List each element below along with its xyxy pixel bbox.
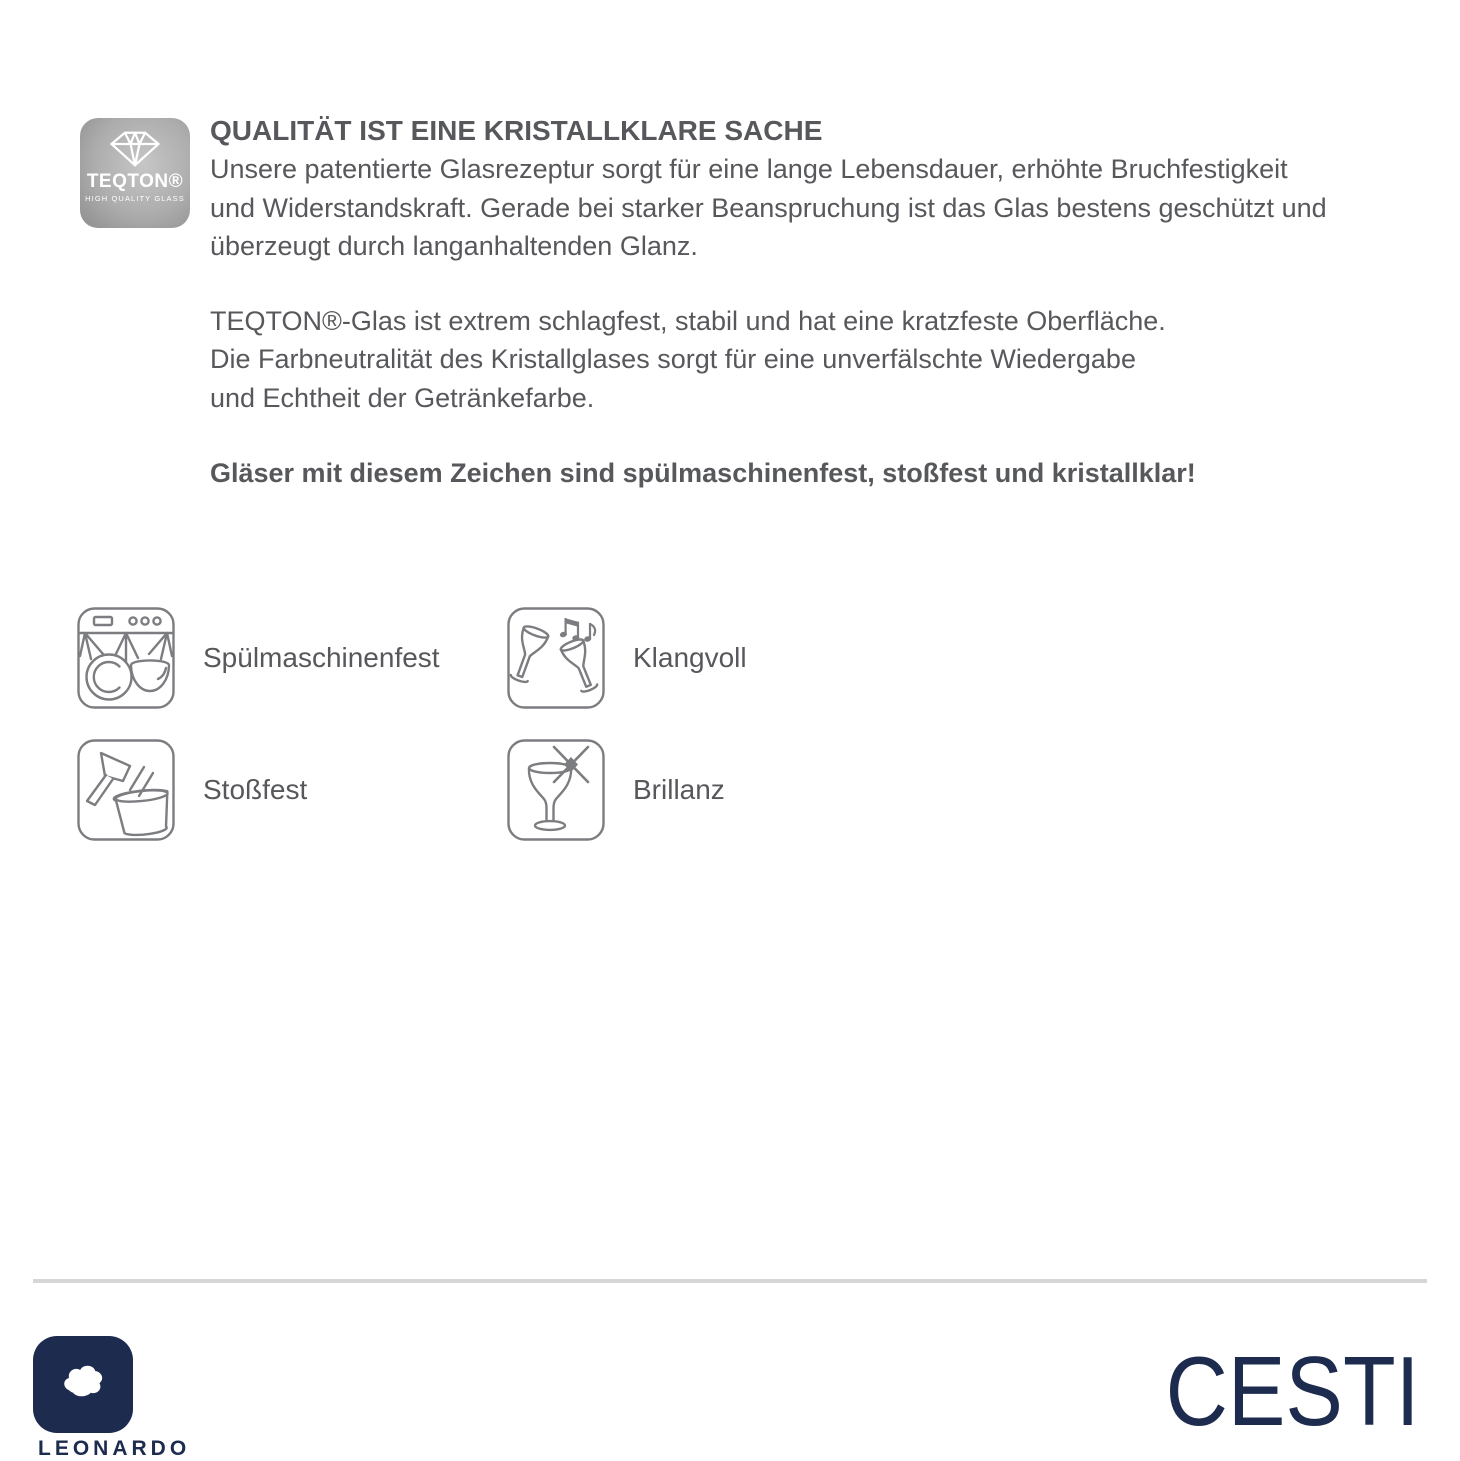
feature-label: Stoßfest — [203, 774, 308, 805]
sparkling-glass-icon — [505, 737, 607, 843]
feature-sonorous — [505, 605, 747, 711]
leonardo-logo — [33, 1336, 133, 1433]
paragraph-1-line: Unsere patentierte Glasrezeptur sorgt für eine lange Lebensdauer, erhöhte Bruchfestigkeit — [210, 154, 1288, 184]
badge-title: TEQTON® — [86, 171, 184, 192]
paragraph-2 — [210, 302, 1420, 418]
footer-divider — [33, 1279, 1427, 1283]
page-title: QUALITÄT IST EINE KRISTALLKLARE SACHE — [210, 115, 823, 146]
paragraph-2-line: TEQTON®-Glas ist extrem schlagfest, stabil und hat eine kratzfeste Oberfläche. — [210, 305, 1166, 336]
badge-subtitle: HIGH QUALITY GLASS — [85, 194, 185, 203]
teqton-badge — [80, 118, 190, 228]
clinking-glasses-icon — [505, 605, 607, 711]
dishwasher-icon — [75, 605, 177, 711]
feature-shock-resistant — [75, 737, 307, 843]
paragraph-1-line: und Widerstandskraft. Gerade bei starker Beanspruchung ist das Glas bestens geschützt und — [210, 192, 1327, 223]
feature-label: Klangvoll — [633, 642, 747, 673]
paragraph-2-line: und Echtheit der Getränkefarbe. — [210, 382, 595, 413]
brand-name: LEONARDO — [38, 1437, 191, 1460]
feature-brilliance — [505, 737, 725, 843]
highlight-sentence: Gläser mit diesem Zeichen sind spülmaschinenfest, stoßfest und kristallklar! — [210, 457, 1196, 488]
hammer-impact-icon — [75, 737, 177, 843]
paragraph-1-line: überzeugt durch langanhaltenden Glanz. — [210, 231, 698, 262]
paragraph-1 — [210, 150, 1420, 266]
feature-label: Spülmaschinenfest — [203, 642, 440, 673]
intro-text-block — [210, 112, 1420, 492]
feature-label: Brillanz — [633, 774, 725, 805]
paragraph-2-line: Die Farbneutralität des Kristallglases sorgt für eine unverfälschte Wiedergabe — [210, 344, 1136, 375]
diamond-icon — [107, 129, 163, 169]
series-name: CESTI — [1166, 1336, 1420, 1446]
music-notes-icon — [559, 618, 595, 643]
feature-dishwasher-safe — [75, 605, 440, 711]
leonardo-blob-icon — [48, 1351, 118, 1419]
